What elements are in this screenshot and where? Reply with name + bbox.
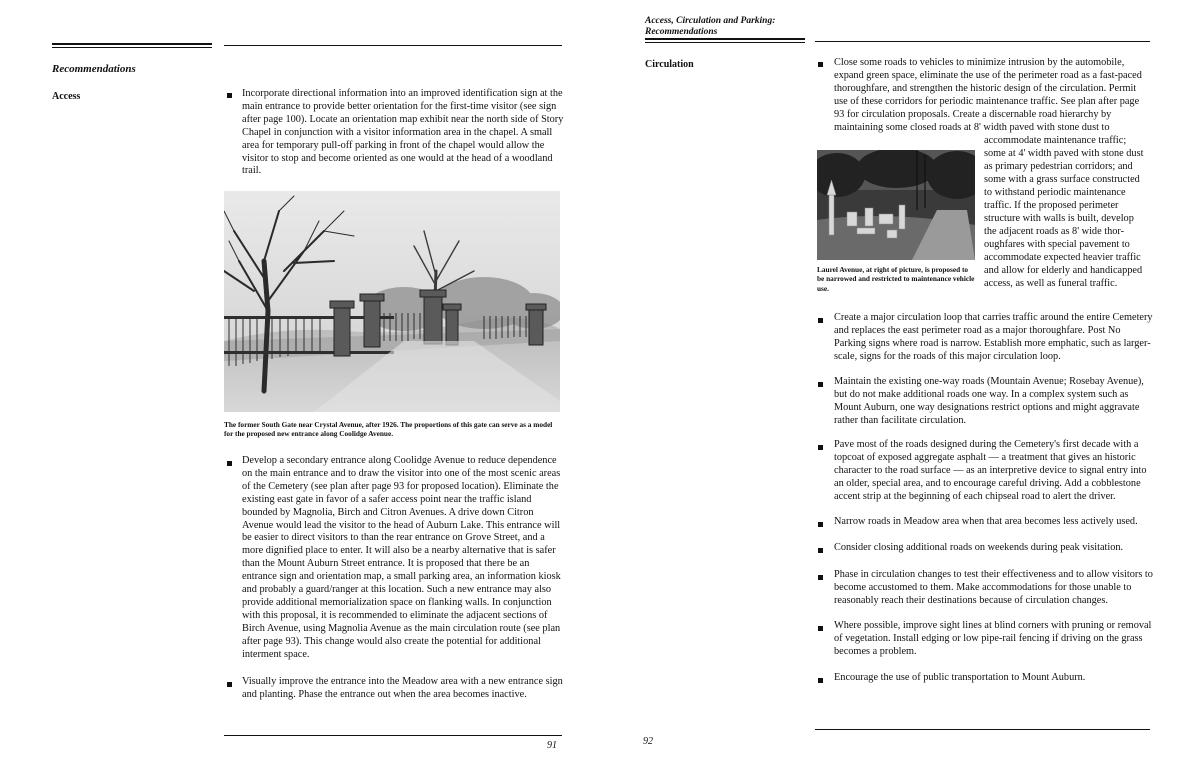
circulation-bullet-2: Create a major circulation loop that carries traffic around the entire Cemetery and replaces the east perimeter road as a major thoroughfare. Post No Parking signs where road is narrow. Establish more emphatic, such as larger-scale, signs for the roads of this major circulation loop. xyxy=(834,312,1153,362)
circ-line: some at 4' width paved with stone dust xyxy=(984,148,1144,159)
left-header-double-rule xyxy=(52,43,212,48)
circ-line: accommodate maintenance traffic; xyxy=(984,135,1127,146)
bullet-marker xyxy=(818,62,823,67)
circ-line: Close some roads to vehicles to minimize intrusion by the automobile, xyxy=(834,57,1125,68)
circ-line: some with a grass surface constructed xyxy=(984,174,1140,185)
access-bullet-1: Incorporate directional information into an improved identification sign at the main entrance to provide better orientation for the first-time visitor (see sign after page 100). Locate an orientation map exhibit near the north side of Story Chapel in conjunction with a visitor information area in the chapel. A small area for temporary pull-off parking in front of the chapel would allow the visitor to stop and become oriented as one would at the head of a woodland trail. xyxy=(242,88,564,177)
circ-line: access, as well as funeral traffic. xyxy=(984,278,1118,289)
bullet-marker xyxy=(227,93,232,98)
circulation-bullet-4: Pave most of the roads designed during the Cemetery's first decade with a topcoat of exposed aggregate asphalt — a treatment that gives an historic character to the road surface — as an interpretive device to signal entry into an older, special area, and to encourage careful driving. Add a cobblestone accent strip at the beginning of each chipseal road to alert the driver. xyxy=(834,439,1147,502)
section-heading: Recommendations xyxy=(52,63,136,75)
bullet-marker xyxy=(818,678,823,683)
bullet-marker xyxy=(227,682,232,687)
laurel-avenue-photo xyxy=(817,150,975,260)
circ-line: 93 for circulation proposals. Create a discernable road hierarchy by xyxy=(834,109,1112,120)
page-number-right: 92 xyxy=(643,736,653,747)
circulation-bullet-9: Encourage the use of public transportation to Mount Auburn. xyxy=(834,672,1086,683)
running-head-line-1: Access, Circulation and Parking: xyxy=(645,16,776,26)
circulation-bullet-8: Where possible, improve sight lines at blind corners with pruning or removal of vegetation. Install edging or low pipe-rail fencing if driving on the grass becomes a problem. xyxy=(834,620,1152,657)
access-bullet-2: Develop a secondary entrance along Coolidge Avenue to reduce dependence on the main entrance and to draw the visitor into one of the most scenic areas of the Cemetery (see plan after page 93 for proposed location). Eliminate the existing east gate in favor of a safer access point near the traffic island bounded by Magnolia, Birch and Citron Avenues. A drive down Citron Avenue would lead the visitor to the head of Auburn Lake. This entrance will be easier to direct visitors to than the rear entrance on Grove Street, and a more dignified place to enter. It will also be a nearby alternative that is safer than the Mount Auburn Street entrance. It is proposed that there be an entrance sign and orientation map, a small parking area, an information kiosk and probably a guard/ranger at this location. Such a new entrance may also provide additional memorialization space on flanking walls. In conjunction with this proposal, it is recommended to eliminate the adjacent sections of Birch Avenue, using Magnolia Avenue as the main circulation route (see plan after page 93). This change would also create the potential for additional interment space. xyxy=(242,455,561,660)
right-header-double-rule xyxy=(645,38,805,43)
circulation-bullet-3: Maintain the existing one-way roads (Mountain Avenue; Rosebay Avenue), but do not make additional roads one way. In a complex system such as Mount Auburn, one way designations restrict options and might aggravate rather than facilitate circulation. xyxy=(834,376,1144,426)
bullet-marker xyxy=(818,382,823,387)
laurel-avenue-caption: Laurel Avenue, at right of picture, is proposed to be narrowed and restricted to maintenance vehicle use. xyxy=(817,265,975,293)
south-gate-caption: The former South Gate near Crystal Avenue, after 1926. The proportions of this gate can serve as a model for the proposed new entrance along Coolidge Avenue. xyxy=(224,420,553,439)
circ-line: maintaining some closed roads at 8' width paved with stone dust to xyxy=(834,122,1110,133)
running-head xyxy=(645,16,775,38)
left-footer-rule xyxy=(224,735,562,736)
circ-line: thoroughfare, and strengthen the historic design of the circulation. Permit xyxy=(834,83,1137,94)
circulation-bullet-5: Narrow roads in Meadow area when that area becomes less actively used. xyxy=(834,516,1138,527)
page-number-left: 91 xyxy=(547,740,557,751)
circulation-bullet-7: Phase in circulation changes to test their effectiveness and to allow visitors to become accustomed to them. Make accommodations for those unable to reasonably reach their destinations because of circulation changes. xyxy=(834,569,1153,606)
right-footer-rule xyxy=(815,729,1150,730)
south-gate-photo xyxy=(224,191,560,412)
bullet-marker xyxy=(227,461,232,466)
circ-line: expand green space, eliminate the use of the perimeter road as a fast-paced xyxy=(834,70,1142,81)
side-label-circulation: Circulation xyxy=(645,59,694,70)
circ-line: structure with walls is built, develop xyxy=(984,213,1134,224)
side-label-access: Access xyxy=(52,91,81,102)
circ-line: traffic. If the proposed perimeter xyxy=(984,200,1119,211)
circ-line: and allow for elderly and handicapped xyxy=(984,265,1143,276)
bullet-marker xyxy=(818,445,823,450)
access-bullet-3: Visually improve the entrance into the Meadow area with a new entrance sign and planting. Phase the entrance out when the area becomes inactive. xyxy=(242,676,563,700)
bullet-marker xyxy=(818,318,823,323)
right-header-rule xyxy=(815,41,1150,42)
left-header-rule xyxy=(224,45,562,46)
circ-line: oughfares with special pavement to xyxy=(984,239,1130,250)
circ-line: as primary pedestrian corridors; and xyxy=(984,161,1133,172)
bullet-marker xyxy=(818,575,823,580)
bullet-marker xyxy=(818,548,823,553)
bullet-marker xyxy=(818,626,823,631)
running-head-line-2: Recommendations xyxy=(645,27,718,37)
circ-line: use of these corridors for periodic maintenance traffic. See plan after page xyxy=(834,96,1140,107)
circ-line: the adjacent roads as 8' wide thor- xyxy=(984,226,1125,237)
bullet-marker xyxy=(818,522,823,527)
circ-line: accommodate expected heavier traffic xyxy=(984,252,1141,263)
circulation-bullet-6: Consider closing additional roads on weekends during peak visitation. xyxy=(834,542,1124,553)
circ-line: to withstand periodic maintenance xyxy=(984,187,1126,198)
